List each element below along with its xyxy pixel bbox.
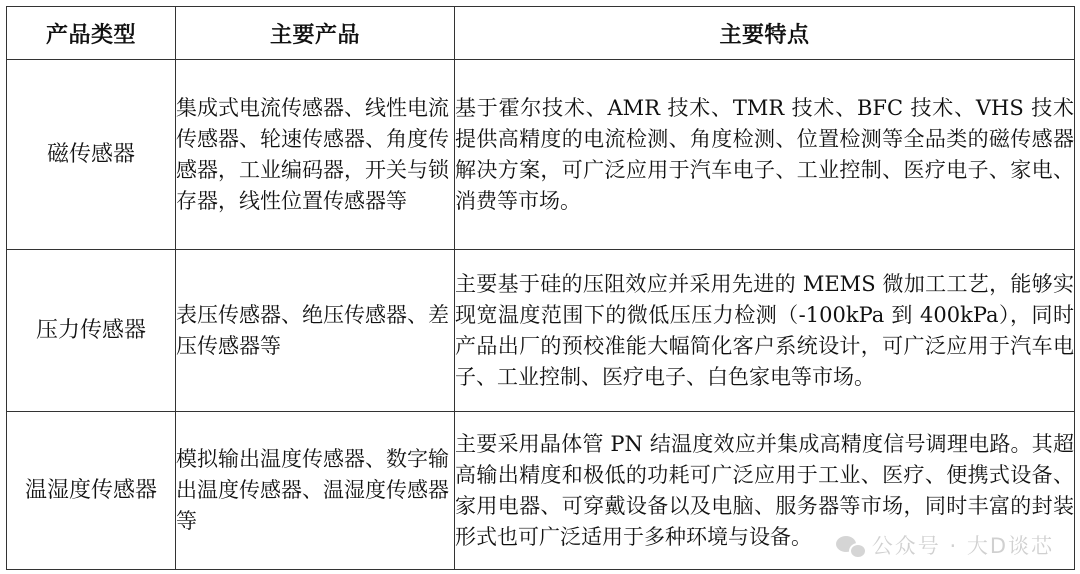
row-type: 温湿度传感器 [7, 412, 176, 570]
row-products: 集成式电流传感器、线性电流传感器、轮速传感器、角度传感器，工业编码器，开关与锁存器，线性位置传感器等 [176, 60, 455, 250]
header-product-type: 产品类型 [7, 7, 176, 60]
table-row [7, 412, 1075, 570]
watermark-text: 公众号 · 大D谈芯 [871, 534, 1054, 558]
row-products: 模拟输出温度传感器、数字输出温度传感器、温湿度传感器等 [176, 412, 455, 570]
header-main-features: 主要特点 [455, 7, 1075, 60]
header-row [7, 7, 1075, 60]
row-products: 表压传感器、绝压传感器、差压传感器等 [176, 250, 455, 412]
row-type: 压力传感器 [7, 250, 176, 412]
header-main-products: 主要产品 [176, 7, 455, 60]
table-row [7, 250, 1075, 412]
row-features: 基于霍尔技术、AMR 技术、TMR 技术、BFC 技术、VHS 技术提供高精度的电流检测、角度检测、位置检测等全品类的磁传感器解决方案，可广泛应用于汽车电子、工业控制、医疗电子、家电、消费等市场。 [455, 60, 1075, 250]
row-features: 主要基于硅的压阻效应并采用先进的 MEMS 微加工工艺，能够实现宽温度范围下的微低压压力检测（-100kPa 到 400kPa），同时产品出厂的预校准能大幅简化客户系统设计，可广泛应用于汽车电子、工业控制、医疗电子、白色家电等市场。 [455, 250, 1075, 412]
row-features: 主要采用晶体管 PN 结温度效应并集成高精度信号调理电路。其超高输出精度和极低的功耗可广泛应用于工业、医疗、便携式设备、家用电器、可穿戴设备以及电脑、服务器等市场，同时丰富的封装形式也可广泛适用于多种环境与设备。 [455, 412, 1075, 570]
row-type: 磁传感器 [7, 60, 176, 250]
product-table [6, 6, 1075, 570]
table-row [7, 60, 1075, 250]
